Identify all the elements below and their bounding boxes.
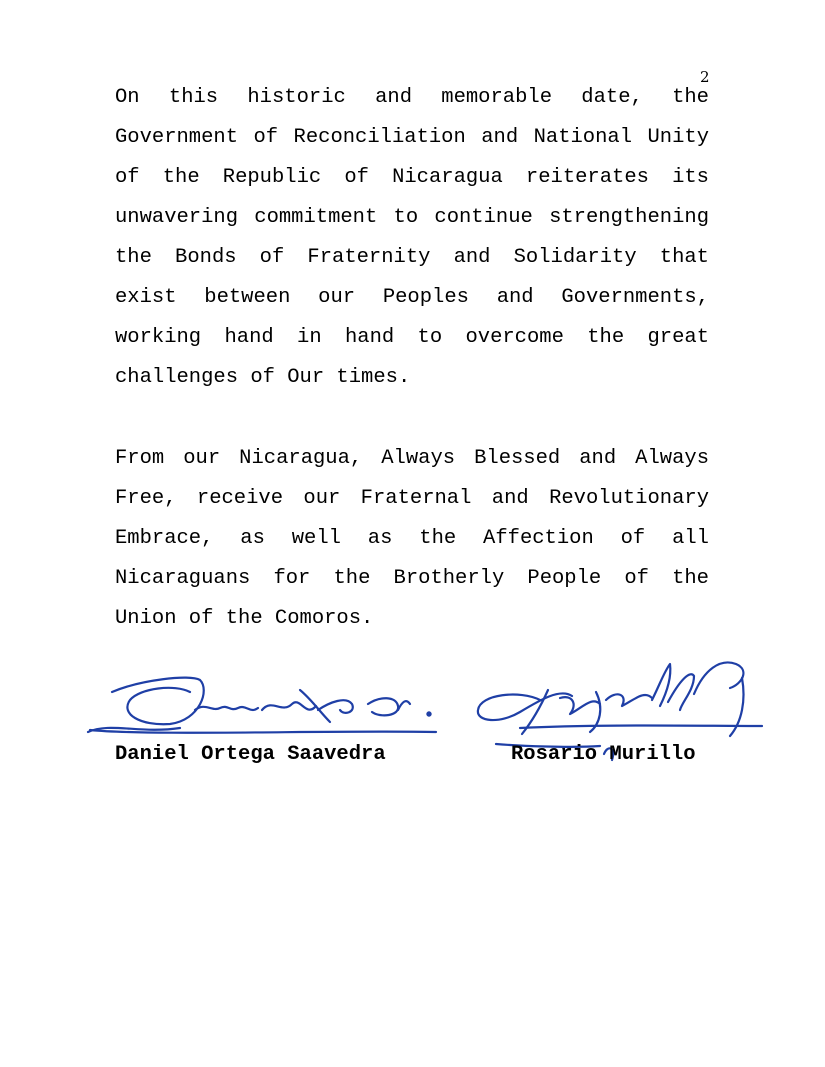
signature-block: [0, 650, 825, 780]
signature-daniel-ortega: [88, 678, 436, 733]
page-number: 2: [700, 68, 710, 86]
signatory-name-rosario-murillo: Rosario Murillo: [511, 743, 696, 766]
paragraph-reiteration: On this historic and memorable date, the Government of Reconciliation and National Unity of the Republic of Nicaragua reiterates its unwavering commitment to continue strengthening the Bonds of Fraternity and Solidarity that exist between our Peoples and Governments, working hand in hand to overcome the great challenges of Our times.: [115, 86, 709, 389]
paragraph-greetings: From our Nicaragua, Always Blessed and Always Free, receive our Fraternal and Revolutionary Embrace, as well as the Affection of all Nicaraguans for the Brotherly People of the Union of the Comoros.: [115, 447, 709, 630]
signatory-name-daniel-ortega: Daniel Ortega Saavedra: [115, 743, 386, 766]
